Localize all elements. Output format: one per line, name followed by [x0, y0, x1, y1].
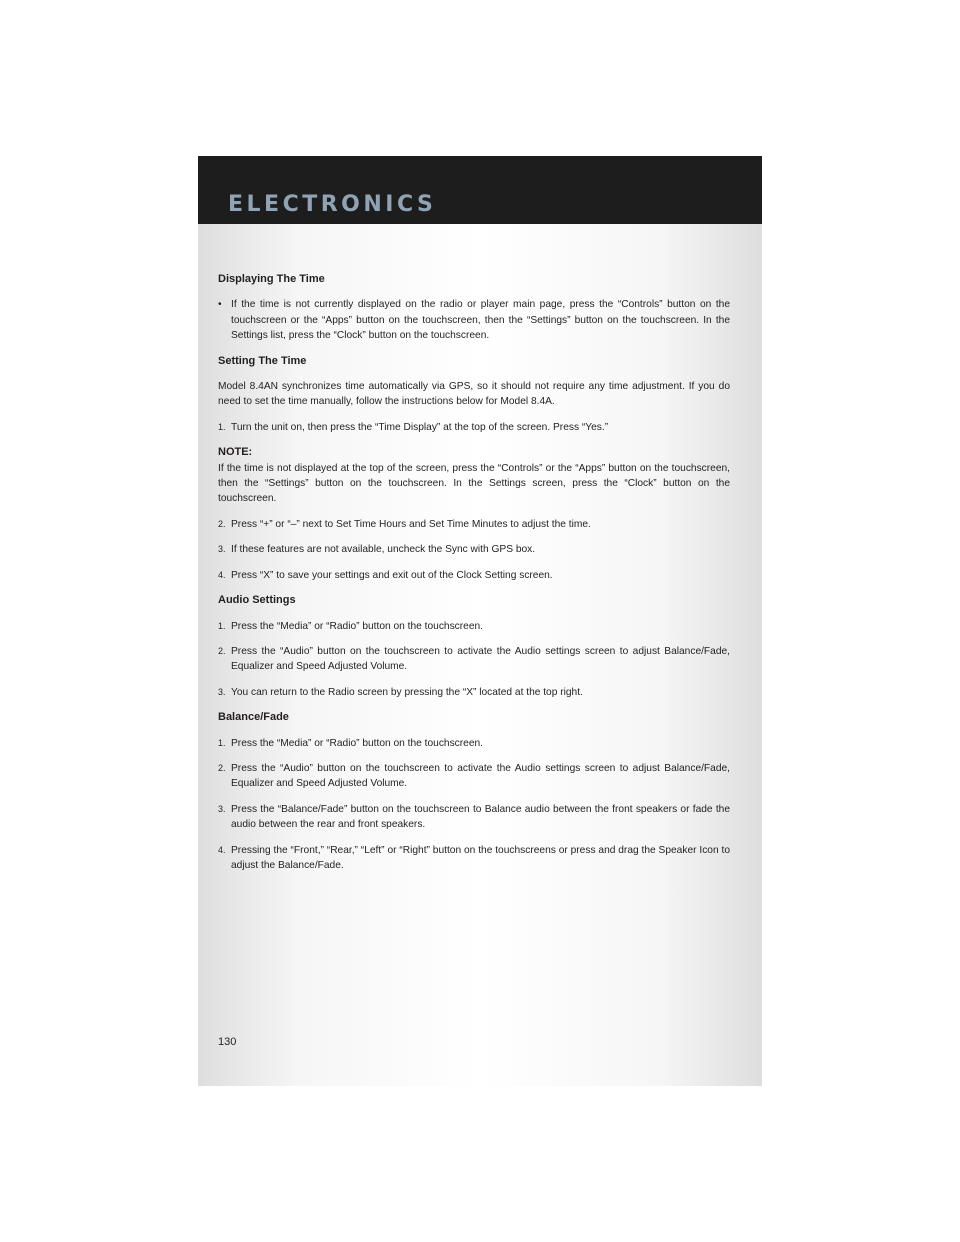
- step-text: If these features are not available, uncheck the Sync with GPS box.: [231, 544, 536, 556]
- step-text: Pressing the “Front,” “Rear,” “Left” or “Right” button on the touchscreens or press and drag the Speaker Icon to adjust the Balance/Fade.: [231, 844, 730, 871]
- heading-setting-time: Setting The Time: [218, 354, 307, 367]
- step-text: Press the “Audio” button on the touchscreen to activate the Audio settings screen to adjust Balance/Fade, Equalizer and Speed Adjusted Volume.: [231, 762, 730, 790]
- bullet-item: [218, 297, 730, 343]
- step-number: 3.: [218, 544, 226, 555]
- step-item: [218, 517, 730, 532]
- step-item: [218, 619, 730, 634]
- step-number: 2.: [218, 762, 226, 773]
- step-number: 3.: [218, 686, 226, 697]
- step-item: [218, 761, 730, 792]
- heading-balance-fade: Balance/Fade: [218, 711, 289, 724]
- step-item: [218, 802, 730, 833]
- step-text: Press the “Balance/Fade” button on the touchscreen to Balance audio between the front speakers or fade the audio between the rear and front speakers.: [231, 803, 730, 831]
- page-number: 130: [218, 1036, 237, 1048]
- step-number: 2.: [218, 645, 226, 656]
- step-text: Press the “Media” or “Radio” button on the touchscreen.: [231, 737, 483, 749]
- heading-displaying-time: Displaying The Time: [218, 273, 325, 285]
- step-number: 4.: [218, 844, 226, 855]
- step-number: 2.: [218, 518, 226, 529]
- step-item: [218, 644, 730, 675]
- step-text: Press the “Media” or “Radio” button on the touchscreen.: [231, 620, 483, 632]
- heading-audio-settings: Audio Settings: [218, 594, 296, 607]
- step-item: [218, 685, 730, 700]
- step-text: Press “+” or “–” next to Set Time Hours and Set Time Minutes to adjust the time.: [231, 518, 591, 530]
- step-number: 1.: [218, 421, 226, 432]
- bullet-text: If the time is not currently displayed on the radio or player main page, press the “Controls” button on the touchscreen or the “Apps” button on the touchscreen, then the “Settings” button on the touchscreen. In the Settings list, press the “Clock” button on the touchscreen.: [231, 299, 730, 342]
- setting-time-intro: Model 8.4AN synchronizes time automatically via GPS, so it should not require any time adjustment. If you do need to set the time manually, follow the instructions below for Model 8.4A.: [218, 381, 730, 408]
- step-text: You can return to the Radio screen by pressing the “X” located at the top right.: [231, 686, 583, 698]
- step-item: [218, 542, 730, 557]
- section-header-bar: [198, 156, 762, 224]
- step-text: Press “X” to save your settings and exit out of the Clock Setting screen.: [231, 569, 553, 581]
- manual-page: [198, 156, 762, 1086]
- step-item: [218, 843, 730, 874]
- step-item: [218, 568, 730, 583]
- page-content: [218, 272, 730, 883]
- note-text: If the time is not displayed at the top of the screen, press the “Controls” or the “Apps” button on the touchscreen, then the “Settings” button on the touchscreen. In the Settings screen, press the “Clock” button on the touchscreen.: [218, 462, 730, 505]
- note-heading: NOTE:: [218, 446, 253, 459]
- step-item: [218, 420, 730, 435]
- step-text: Turn the unit on, then press the “Time Display” at the top of the screen. Press “Yes.”: [231, 421, 609, 433]
- step-number: 1.: [218, 737, 226, 748]
- bullet-marker: •: [218, 299, 222, 311]
- step-text: Press the “Audio” button on the touchscreen to activate the Audio settings screen to adjust Balance/Fade, Equalizer and Speed Adjusted Volume.: [231, 645, 730, 673]
- step-number: 3.: [218, 803, 226, 814]
- section-title: ELECTRONICS: [228, 192, 437, 217]
- step-item: [218, 736, 730, 751]
- step-number: 4.: [218, 569, 226, 580]
- step-number: 1.: [218, 620, 226, 631]
